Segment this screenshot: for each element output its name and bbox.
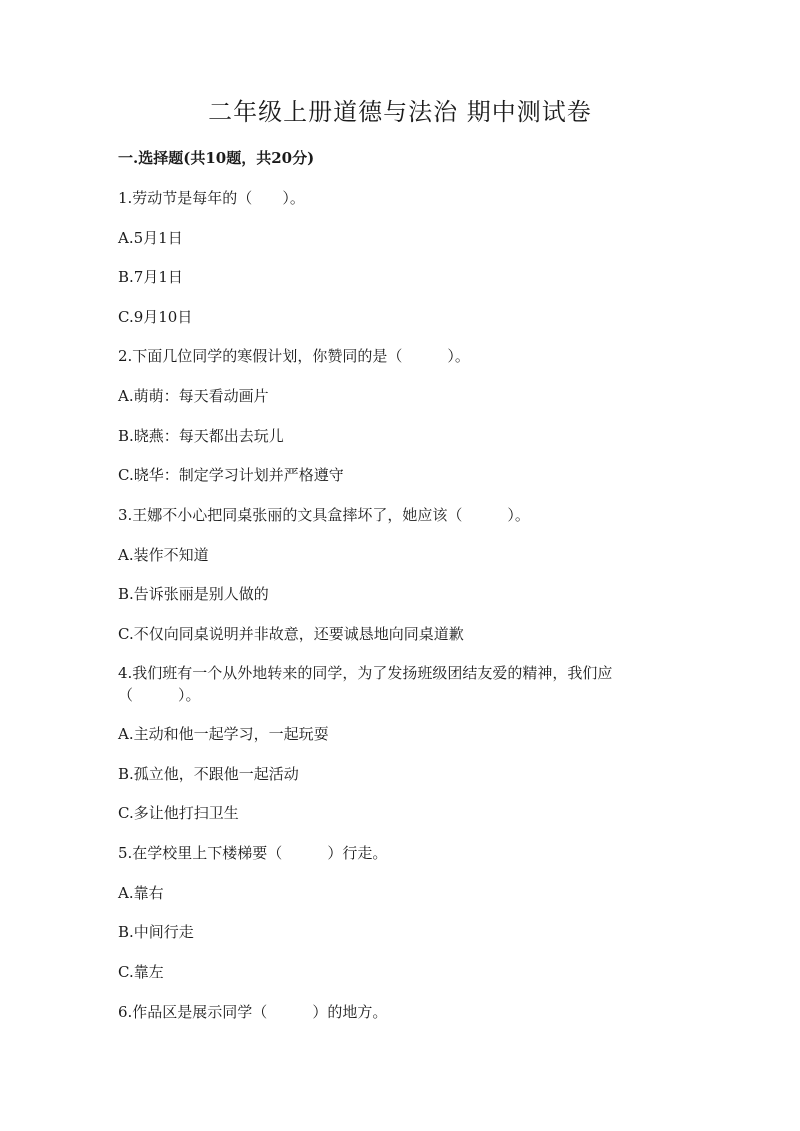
question-stem: 2.下面几位同学的寒假计划，你赞同的是（ ）。: [118, 347, 470, 365]
answer-option: B.孤立他，不跟他一起活动: [118, 765, 299, 783]
question-stem: 5.在学校里上下楼梯要（ ）行走。: [118, 844, 388, 862]
answer-option: A.装作不知道: [118, 546, 209, 564]
answer-option: B.晓燕：每天都出去玩儿: [118, 427, 284, 445]
answer-option: C.不仅向同桌说明并非故意，还要诚恳地向同桌道歉: [118, 625, 464, 643]
answer-option: B.告诉张丽是别人做的: [118, 585, 269, 603]
page-title: 二年级上册道德与法治 期中测试卷: [208, 98, 592, 126]
section-heading: 一.选择题(共10题，共20分): [118, 149, 315, 167]
answer-option: B.7月1日: [118, 268, 183, 286]
answer-option: C.多让他打扫卫生: [118, 804, 239, 822]
answer-option: C.9月10日: [118, 308, 193, 326]
answer-option: A.5月1日: [118, 229, 183, 247]
answer-option: C.晓华：制定学习计划并严格遵守: [118, 466, 344, 484]
question-stem: 3.王娜不小心把同桌张丽的文具盒摔坏了，她应该（ ）。: [118, 506, 530, 524]
question-stem: 1.劳动节是每年的（ ）。: [118, 189, 305, 207]
answer-option: A.萌萌：每天看动画片: [118, 387, 269, 405]
answer-option: A.靠右: [118, 884, 164, 902]
question-stem: 6.作品区是展示同学（ ）的地方。: [118, 1003, 388, 1021]
answer-option: B.中间行走: [118, 923, 194, 941]
question-stem: 4.我们班有一个从外地转来的同学，为了发扬班级团结友爱的精神，我们应（ ）。: [118, 664, 613, 704]
answer-option: A.主动和他一起学习，一起玩耍: [118, 725, 329, 743]
answer-option: C.靠左: [118, 963, 164, 981]
